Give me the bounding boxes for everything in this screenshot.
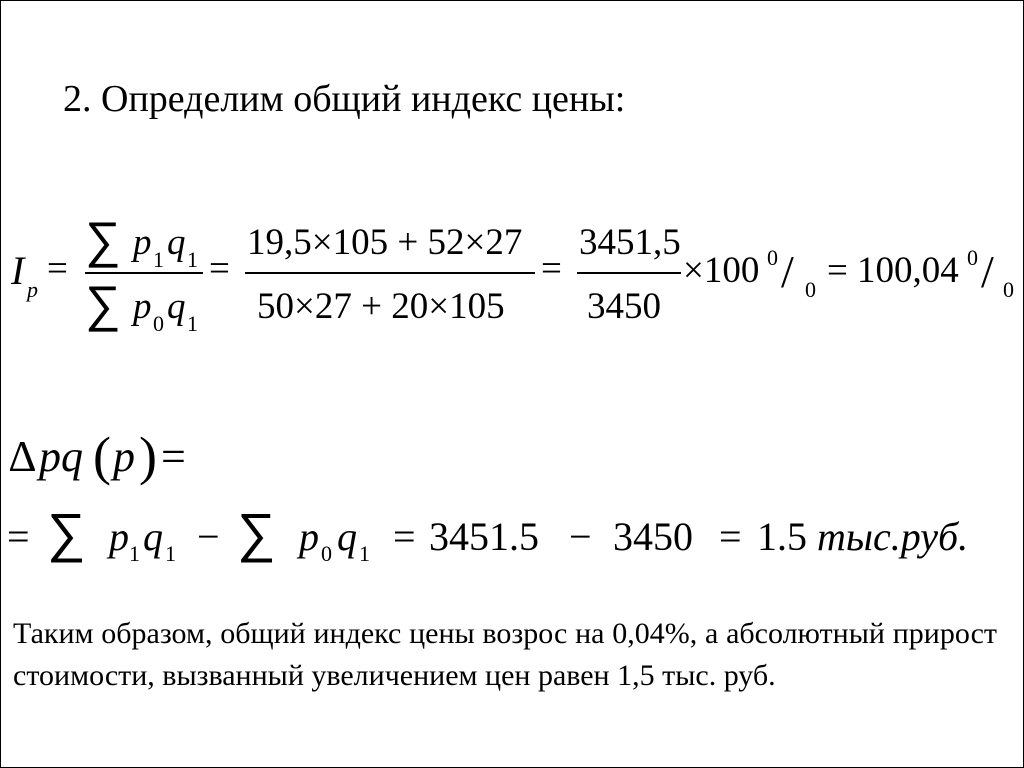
fraction-2-numerator: 19,5×105 + 52×27: [247, 222, 523, 263]
equals-result: =: [719, 514, 742, 559]
term-p1: p: [109, 514, 129, 559]
fraction-bar-3: [577, 272, 681, 274]
sum-symbol-denominator: ∑: [85, 275, 121, 333]
sum-symbol-2: ∑: [237, 501, 276, 564]
sum-symbol-numerator: ∑: [85, 211, 121, 269]
percent-slash-2: /: [981, 246, 994, 297]
term-q1b: q: [337, 514, 357, 559]
value-2: 3450: [613, 514, 693, 559]
leading-equals: =: [7, 514, 30, 559]
fraction-bar-1: [85, 272, 203, 274]
fraction-2-denominator: 50×27 + 20×105: [257, 286, 505, 327]
percent-bottom-1: 0: [805, 277, 816, 302]
term-q1: q: [143, 514, 163, 559]
equals-after-sums: =: [393, 514, 416, 559]
numerator-p-subscript: 1: [153, 247, 164, 272]
numerator-p: p: [133, 222, 152, 263]
percent-slash-1: /: [781, 246, 794, 297]
numerator-q: q: [167, 222, 186, 263]
term-p0-subscript: 0: [321, 541, 332, 566]
sum-symbol-1: ∑: [47, 501, 86, 564]
times-100: ×100: [683, 250, 760, 291]
equals-sign-2: =: [209, 248, 230, 289]
fraction-3-numerator: 3451,5: [579, 222, 681, 263]
denominator-p: p: [133, 286, 152, 327]
heading: 2. Определим общий индекс цены:: [63, 78, 626, 120]
denominator-p-subscript: 0: [153, 311, 164, 336]
term-p0: p: [299, 514, 319, 559]
term-q1b-subscript: 1: [359, 541, 370, 566]
percent-top-1: 0: [767, 245, 778, 270]
delta-symbol: ∆: [9, 432, 36, 481]
minus-sign: −: [197, 514, 220, 559]
minus-sign-2: −: [569, 514, 592, 559]
equals-sign-3: =: [541, 248, 562, 289]
delta-open-paren: (: [93, 426, 111, 486]
difference-unit: тыс.руб.: [817, 514, 969, 559]
index-symbol: I: [11, 248, 25, 293]
equals-sign: =: [47, 248, 68, 289]
equals-sign-4: =: [827, 250, 848, 291]
index-subscript: p: [27, 277, 38, 302]
delta-pq: pq: [39, 432, 83, 481]
delta-equals: =: [161, 432, 186, 481]
fraction-3-denominator: 3450: [587, 286, 661, 327]
denominator-q: q: [167, 286, 186, 327]
fraction-bar-2: [245, 272, 535, 274]
numerator-q-subscript: 1: [187, 247, 198, 272]
term-q1-subscript: 1: [165, 541, 176, 566]
delta-p: p: [113, 432, 135, 481]
denominator-q-subscript: 1: [187, 311, 198, 336]
percent-top-2: 0: [967, 245, 978, 270]
difference-result: 1.5: [757, 514, 807, 559]
percent-bottom-2: 0: [1003, 277, 1014, 302]
conclusion-text: Таким образом, общий индекс цены возрос на 0,04%, а абсолютный прирост стоимости, вызванный увеличением цен равен 1,5 тыс. руб.: [13, 617, 997, 692]
term-p1-subscript: 1: [129, 541, 140, 566]
delta-close-paren: ): [139, 426, 157, 486]
price-index-result: 100,04: [857, 250, 959, 291]
value-1: 3451.5: [429, 514, 539, 559]
